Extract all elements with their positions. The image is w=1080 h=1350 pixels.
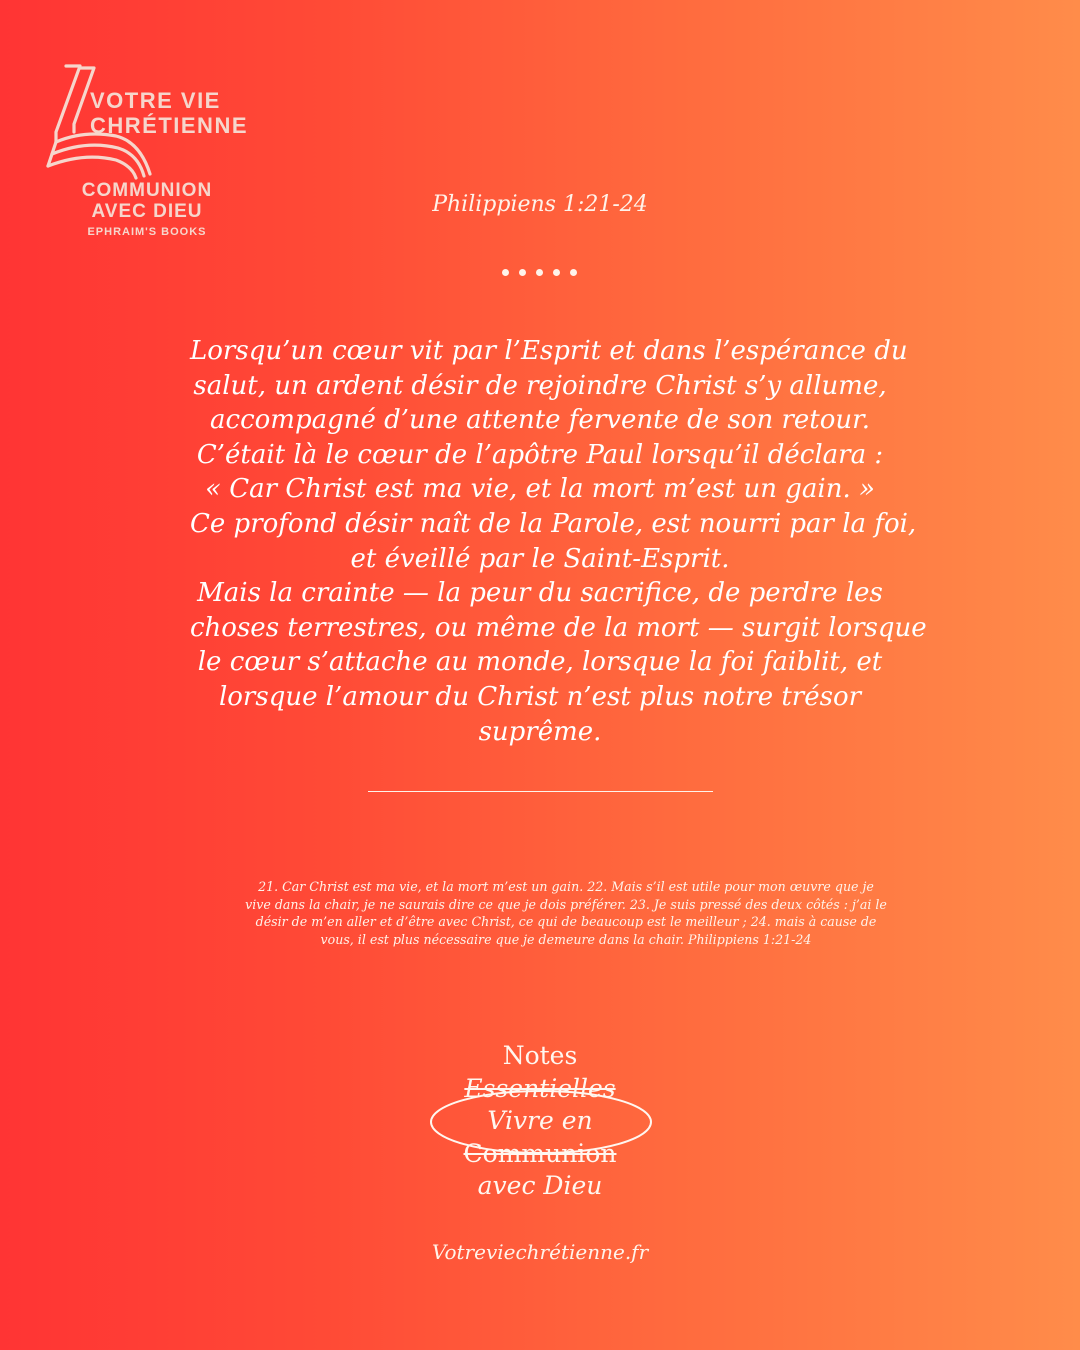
footnote-line: vive dans la chair, je ne saurais dire ce que je dois préférer. 23. Je suis pressé des deux côtés : j’ai le [245, 896, 887, 912]
dots-ornament [502, 269, 578, 279]
footnote-line: vous, il est plus nécessaire que je demeure dans la chair. Philippiens 1:21-24 [320, 931, 812, 947]
notes-line: Essentielles [464, 1073, 616, 1103]
ornament-dot [502, 269, 509, 276]
ornament-dot [519, 269, 526, 276]
brand-subtitle-line: COMMUNION [81, 180, 213, 201]
devotional-line: Lorsqu’un cœur vit par l’Esprit et dans l’espérance du [190, 336, 908, 366]
devotional-line: salut, un ardent désir de rejoindre Christ s’y allume, [193, 370, 887, 401]
ornament-dot [536, 269, 543, 276]
notes-line: avec Dieu [477, 1171, 603, 1200]
footnote-line: 21. Car Christ est ma vie, et la mort m’est un gain. 22. Mais s’il est utile pour mon œuvre que je [258, 879, 874, 894]
devotional-line: suprême. [478, 716, 602, 747]
notes-badge [420, 1040, 660, 1210]
ornament-dot [553, 269, 560, 276]
scripture-reference: Philippiens 1:21-24 [432, 192, 648, 217]
devotional-line: le cœur s’attache au monde, lorsque la foi faiblit, et [197, 647, 883, 678]
devotional-line: C’était là le cœur de l’apôtre Paul lorsqu’il déclara : [196, 439, 884, 470]
notes-line: Vivre en [487, 1106, 593, 1135]
website-link[interactable]: Votreviechrétienne.fr [431, 1240, 649, 1264]
devotional-line: accompagné d’une attente fervente de son retour. [210, 405, 870, 436]
devotional-text [190, 334, 927, 749]
devotional-line: et éveillé par le Saint-Esprit. [350, 543, 730, 574]
notes-line: Communion [463, 1138, 617, 1168]
devotional-line: Mais la crainte — la peur du sacrifice, de perdre les [197, 578, 883, 609]
brand-publisher: EPHRAIM'S BOOKS [87, 226, 207, 238]
ornament-dot [570, 269, 577, 276]
divider-line [368, 791, 713, 792]
scripture-footnote [236, 878, 896, 948]
devotional-line: lorsque l’amour du Christ n’est plus notre trésor [218, 681, 862, 712]
devotional-line: Ce profond désir naît de la Parole, est nourri par la foi, [190, 508, 917, 539]
devotional-line: « Car Christ est ma vie, et la mort m’est un gain. » [205, 474, 875, 505]
brand-title-line: CHRÉTIENNE [90, 113, 249, 138]
footnote-line: désir de m’en aller et d’être avec Christ, ce qui de beaucoup est le meilleur ; 24. mais à cause de [255, 914, 877, 929]
devotional-line: choses terrestres, ou même de la mort — surgit lorsque [190, 612, 927, 643]
notes-line: Notes [502, 1041, 578, 1070]
ellipse-outline [428, 1088, 654, 1156]
brand-subtitle-line: AVEC DIEU [91, 201, 203, 222]
brand-title [90, 88, 248, 138]
brand-title-line: VOTRE VIE [90, 88, 221, 113]
